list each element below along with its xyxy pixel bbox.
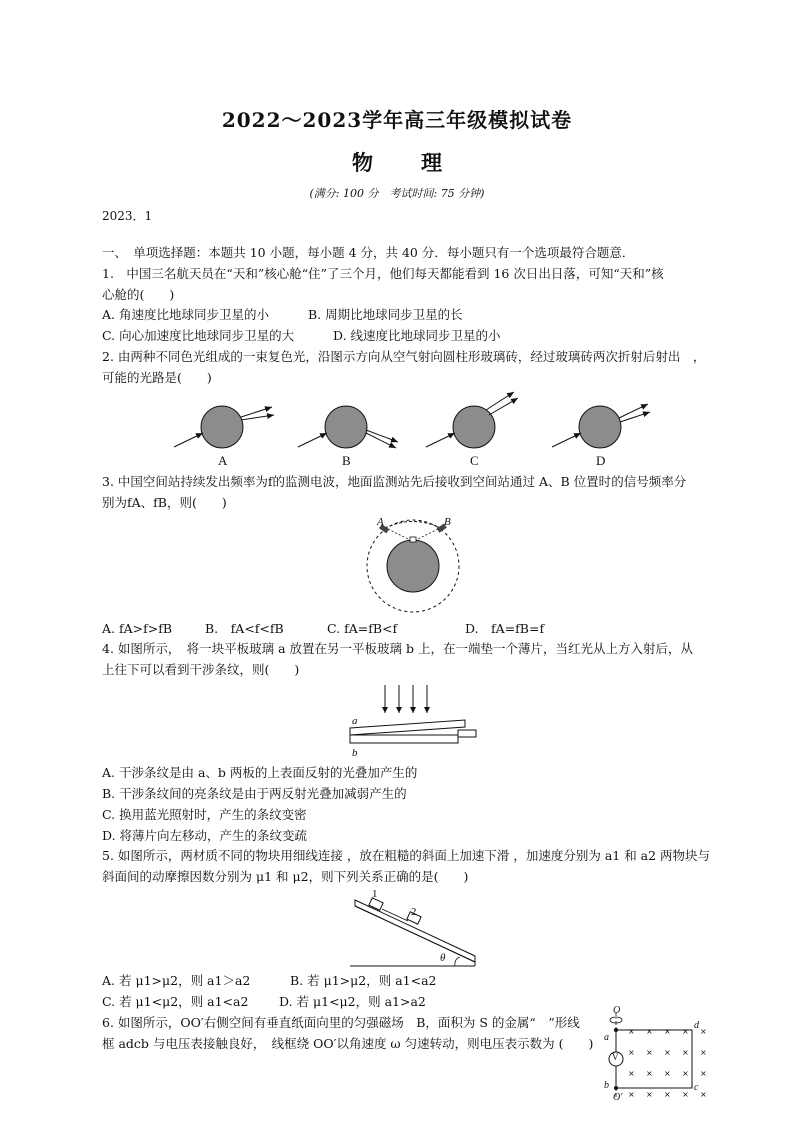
q2-label-b: B [342, 453, 351, 468]
q3-stem-line1: 3. 中国空间站持续发出频率为f的监测电波，地面监测站先后接收到空间站通过 A、B 位置时的信号频率分 [102, 474, 687, 489]
q3-label-a: A [377, 516, 384, 528]
svg-text:×: × [700, 1027, 707, 1036]
q2-label-c: C [470, 453, 479, 468]
svg-text:×: × [664, 1048, 671, 1057]
svg-text:×: × [700, 1048, 707, 1057]
q6-label-o-prime: O′ [613, 1092, 623, 1103]
q6-label-c: c [694, 1082, 699, 1093]
q4-stem-line1: 4. 如图所示， 将一块平板玻璃 a 放置在另一平板玻璃 b 上，在一端垫一个薄片，当红光从上方入射后，从 [102, 641, 693, 656]
q1-option-b: B. 周期比地球同步卫星的长 [308, 307, 463, 322]
exam-title: 2022～2023学年高三年级模拟试卷 [221, 108, 573, 132]
q2-diagram-c [426, 392, 518, 448]
q1-stem-line2: 心舱的( ) [102, 287, 175, 302]
q6-stem-line1: 6. 如图所示，OO′右侧空间有垂直纸面向里的匀强磁场 B，面积为 S 的金属“ ”形线 [102, 1015, 580, 1030]
q3-option-a: A. fA>f>fB [102, 621, 173, 636]
subject-left: 物 [352, 150, 373, 175]
q6-label-o: O [613, 1005, 621, 1016]
q5-figure [350, 888, 480, 968]
q2-label-a: A [218, 453, 228, 468]
svg-text:×: × [646, 1027, 653, 1036]
svg-text:×: × [682, 1090, 689, 1099]
q4-label-a: a [352, 715, 358, 727]
svg-text:×: × [682, 1048, 689, 1057]
svg-text:×: × [700, 1069, 707, 1078]
q6-label-a: a [604, 1032, 609, 1043]
svg-text:×: × [628, 1090, 635, 1099]
q6-label-b: b [604, 1080, 609, 1091]
q3-option-b: B. fA<f<fB [205, 621, 284, 636]
svg-text:×: × [646, 1090, 653, 1099]
q5-option-a: A. 若 μ1>μ2，则 a1＞a2 [102, 973, 251, 988]
svg-text:×: × [700, 1090, 707, 1099]
svg-text:×: × [628, 1048, 635, 1057]
q2-figure [0, 390, 794, 470]
q2-diagram-d [552, 404, 650, 448]
q2-diagram-a [174, 406, 274, 448]
q2-diagram-b [298, 406, 398, 448]
q5-label-1: 1 [372, 888, 378, 900]
q5-option-c: C. 若 μ1<μ2，则 a1<a2 [102, 994, 249, 1009]
q5-label-theta: θ [440, 952, 446, 964]
q3-option-d: D. fA=fB=f [465, 621, 545, 636]
section-heading: 一、 单项选择题：本题共 10 小题，每小题 4 分，共 40 分．每小题只有一个选项最符合题意． [102, 245, 635, 260]
q3-figure [363, 515, 463, 615]
q4-stem-line2: 上往下可以看到干涉条纹，则( ) [102, 662, 300, 677]
q6-label-d: d [694, 1020, 699, 1031]
q4-option-c: C. 换用蓝光照射时，产生的条纹变密 [102, 807, 307, 822]
q1-option-d: D. 线速度比地球同步卫星的小 [333, 328, 501, 343]
q3-stem-line2: 别为fA、fB，则( ) [102, 495, 227, 510]
q5-stem-line2: 斜面间的动摩擦因数分别为 μ1 和 μ2，则下列关系正确的是( ) [102, 869, 469, 884]
q1-stem-line1: 1. 中国三名航天员在“天和”核心舱“住”了三个月，他们每天都能看到 16 次日出日落，可知“天和”核 [102, 266, 664, 281]
svg-text:×: × [664, 1090, 671, 1099]
q4-option-b: B. 干涉条纹间的亮条纹是由于两反射光叠加减弱产生的 [102, 786, 407, 801]
q4-figure [345, 680, 485, 760]
q5-label-2: 2 [411, 906, 417, 918]
q4-option-a: A. 干涉条纹是由 a、b 两板的上表面反射的光叠加产生的 [102, 765, 418, 780]
exam-date: 2023．1 [102, 209, 153, 223]
q2-label-d: D [596, 453, 606, 468]
q3-label-b: B [444, 516, 451, 528]
exam-meta: (满分: 100 分 考试时间: 75 分钟) [309, 187, 485, 200]
q1-option-a: A. 角速度比地球同步卫星的小 [102, 307, 269, 322]
q2-stem-line2: 可能的光路是( ) [102, 370, 212, 385]
svg-text:×: × [664, 1069, 671, 1078]
svg-text:×: × [628, 1069, 635, 1078]
q5-option-b: B. 若 μ1>μ2，则 a1<a2 [290, 973, 437, 988]
svg-text:×: × [682, 1027, 689, 1036]
q2-stem-line1: 2. 由两种不同色光组成的一束复色光，沿图示方向从空气射向圆柱形玻璃砖，经过玻璃砖两次折射后射出 ， [102, 349, 706, 364]
q1-option-c: C. 向心加速度比地球同步卫星的大 [102, 328, 295, 343]
subject-right: 理 [421, 150, 442, 175]
svg-text:×: × [628, 1027, 635, 1036]
svg-text:×: × [646, 1069, 653, 1078]
svg-text:×: × [682, 1069, 689, 1078]
q5-stem-line1: 5. 如图所示，两材质不同的物块用细线连接 ，放在粗糙的斜面上加速下滑 ，加速度分别为 a1 和 a2 两物块与 [102, 848, 711, 863]
q6-voltmeter-label: V [612, 1052, 619, 1062]
q6-stem-line2: 框 adcb 与电压表接触良好， 线框绕 OO′以角速度 ω 匀速转动，则电压表示数为 ( ) [102, 1036, 594, 1051]
q3-option-c: C. fA=fB<f [327, 621, 398, 636]
svg-text:×: × [646, 1048, 653, 1057]
q4-option-d: D. 将薄片向左移动，产生的条纹变疏 [102, 828, 308, 843]
svg-text:×: × [664, 1027, 671, 1036]
q5-option-d: D. 若 μ1<μ2，则 a1>a2 [279, 994, 426, 1009]
subject-title [0, 147, 794, 177]
q4-label-b: b [352, 747, 358, 759]
